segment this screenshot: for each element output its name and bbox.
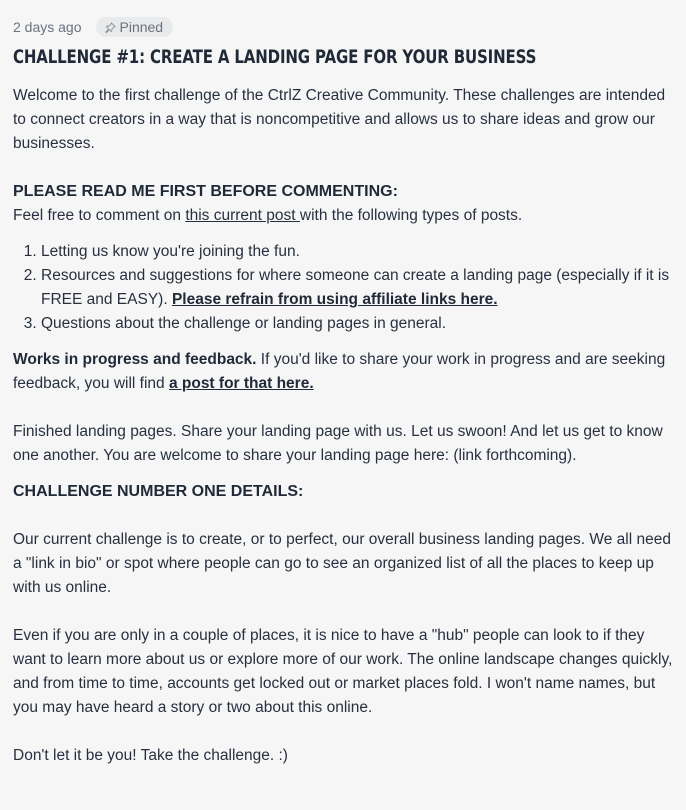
wip-paragraph [13,348,673,396]
intro-paragraph: Welcome to the first challenge of the CtrlZ Creative Community. These challenges are intended to connect creators in a way that is noncompetitive and allows us to share ideas and grow our businesses. [13,87,666,152]
read-first-heading: PLEASE READ ME FIRST BEFORE COMMENTING: [13,183,398,200]
post-title: CHALLENGE #1: CREATE A LANDING PAGE FOR YOUR BUSINESS [13,46,537,68]
read-first-line [13,204,673,228]
read-first-text: Feel free to comment on [13,207,186,224]
pinned-badge [96,17,174,37]
pinned-label: Pinned [119,19,164,35]
post-timestamp: 2 days ago [13,19,82,35]
list-item: 1. Letting us know you're joining the fun. [41,240,673,264]
details-paragraph-2: Even if you are only in a couple of places, it is nice to have a "hub" people can look to if they want to learn more about us or explore more of our work. The online landscape changes quickly, and from time to time, accounts get locked out or market places fold. I won't name names, but you may have heard a story or two about this online. [13,627,673,716]
post-meta [13,13,673,41]
wip-text: If you'd like to share your work in progress and are seeking feedback, you will find [13,351,666,392]
list-item: 3. Questions about the challenge or landing pages in general. [41,312,673,336]
read-first-text-after: with the following types of posts. [299,207,523,224]
pin-icon [105,22,116,33]
list-item-text: Resources and suggestions for where someone can create a landing page (especially if it is FREE and EASY). [41,267,670,308]
post-body [13,84,673,768]
affiliate-links-link[interactable]: Please refrain from using affiliate links here. [171,291,498,308]
details-heading: CHALLENGE NUMBER ONE DETAILS: [13,483,304,500]
closing-paragraph: Don't let it be you! Take the challenge. :) [13,747,288,764]
details-paragraph-1: Our current challenge is to create, or to perfect, our overall business landing pages. We all need a "link in bio" or spot where people can go to see an organized list of all the places to keep up with us online. [13,531,671,596]
list-item [41,264,673,312]
post-types-list [13,240,673,336]
this-post-link[interactable]: this current post [185,207,300,224]
finished-paragraph: Finished landing pages. Share your landing page with us. Let us swoon! And let us get to know one another. You are welcome to share your landing page here: (link forthcoming). [13,423,663,464]
wip-bold: Works in progress and feedback. [13,351,257,368]
wip-post-link[interactable]: a post for that here. [168,375,314,392]
